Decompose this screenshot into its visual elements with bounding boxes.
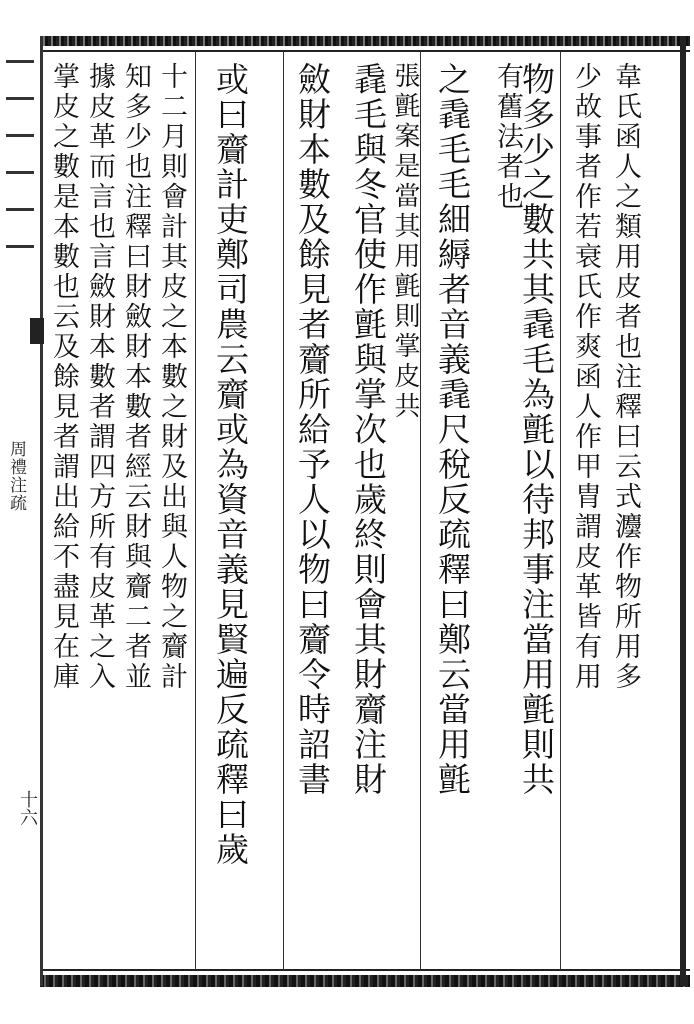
text-column-4: 有舊法者也 bbox=[492, 62, 523, 212]
column-divider bbox=[560, 52, 561, 970]
page-number: 十六 bbox=[17, 790, 38, 826]
text-column-6: 張氈案是當其用氈則掌皮共 bbox=[390, 62, 420, 422]
text-column-12: 據皮革而言也言斂財本數者謂四方所有皮革之入 bbox=[84, 62, 115, 692]
text-column-10: 十二月則會計其皮之本數之財及出與人物之齎計 bbox=[156, 62, 187, 692]
binding-edge-marks bbox=[0, 60, 40, 330]
text-column-9: 或曰齎計吏鄭司農云齎或為資音義見賢遍反疏釋曰歲 bbox=[211, 62, 250, 867]
text-column-11: 知多少也注釋曰財斂財本數者經云財與齎二者並 bbox=[120, 62, 151, 692]
frame-bottom-rule bbox=[40, 969, 690, 971]
column-divider bbox=[420, 52, 421, 970]
frame-left-border bbox=[40, 36, 43, 986]
text-column-8: 斂財本數及餘見者齎所給予人以物曰齎令時詔書 bbox=[293, 62, 332, 797]
text-column-13: 掌皮之數是本數也云及餘見者謂出給不盡見在庫 bbox=[48, 62, 79, 692]
text-column-3: 物多少之數共其毳毛為氈以待邦事注當用氈則共 bbox=[517, 62, 556, 797]
fishtail-mark bbox=[30, 318, 44, 344]
frame-top-rule bbox=[40, 50, 690, 52]
frame-bottom-border bbox=[40, 975, 690, 987]
text-column-7: 毳毛與冬官使作氈與掌次也歲終則會其財齎注財 bbox=[349, 62, 388, 797]
book-title: 周禮注疏 bbox=[6, 440, 26, 512]
text-column-1: 韋氏函人之類用皮者也注釋曰云式灋作物所用多 bbox=[610, 62, 641, 692]
frame-top-border bbox=[40, 36, 690, 46]
column-divider bbox=[195, 52, 196, 970]
column-divider bbox=[283, 52, 284, 970]
frame-right-border bbox=[680, 36, 686, 986]
text-column-2: 少故事者作若衰氏作爽函人作甲胄謂皮革皆有用 bbox=[570, 62, 601, 692]
text-column-5: 之毳毛毛細縟者音義毳尺稅反疏釋曰鄭云當用氈 bbox=[433, 62, 472, 797]
